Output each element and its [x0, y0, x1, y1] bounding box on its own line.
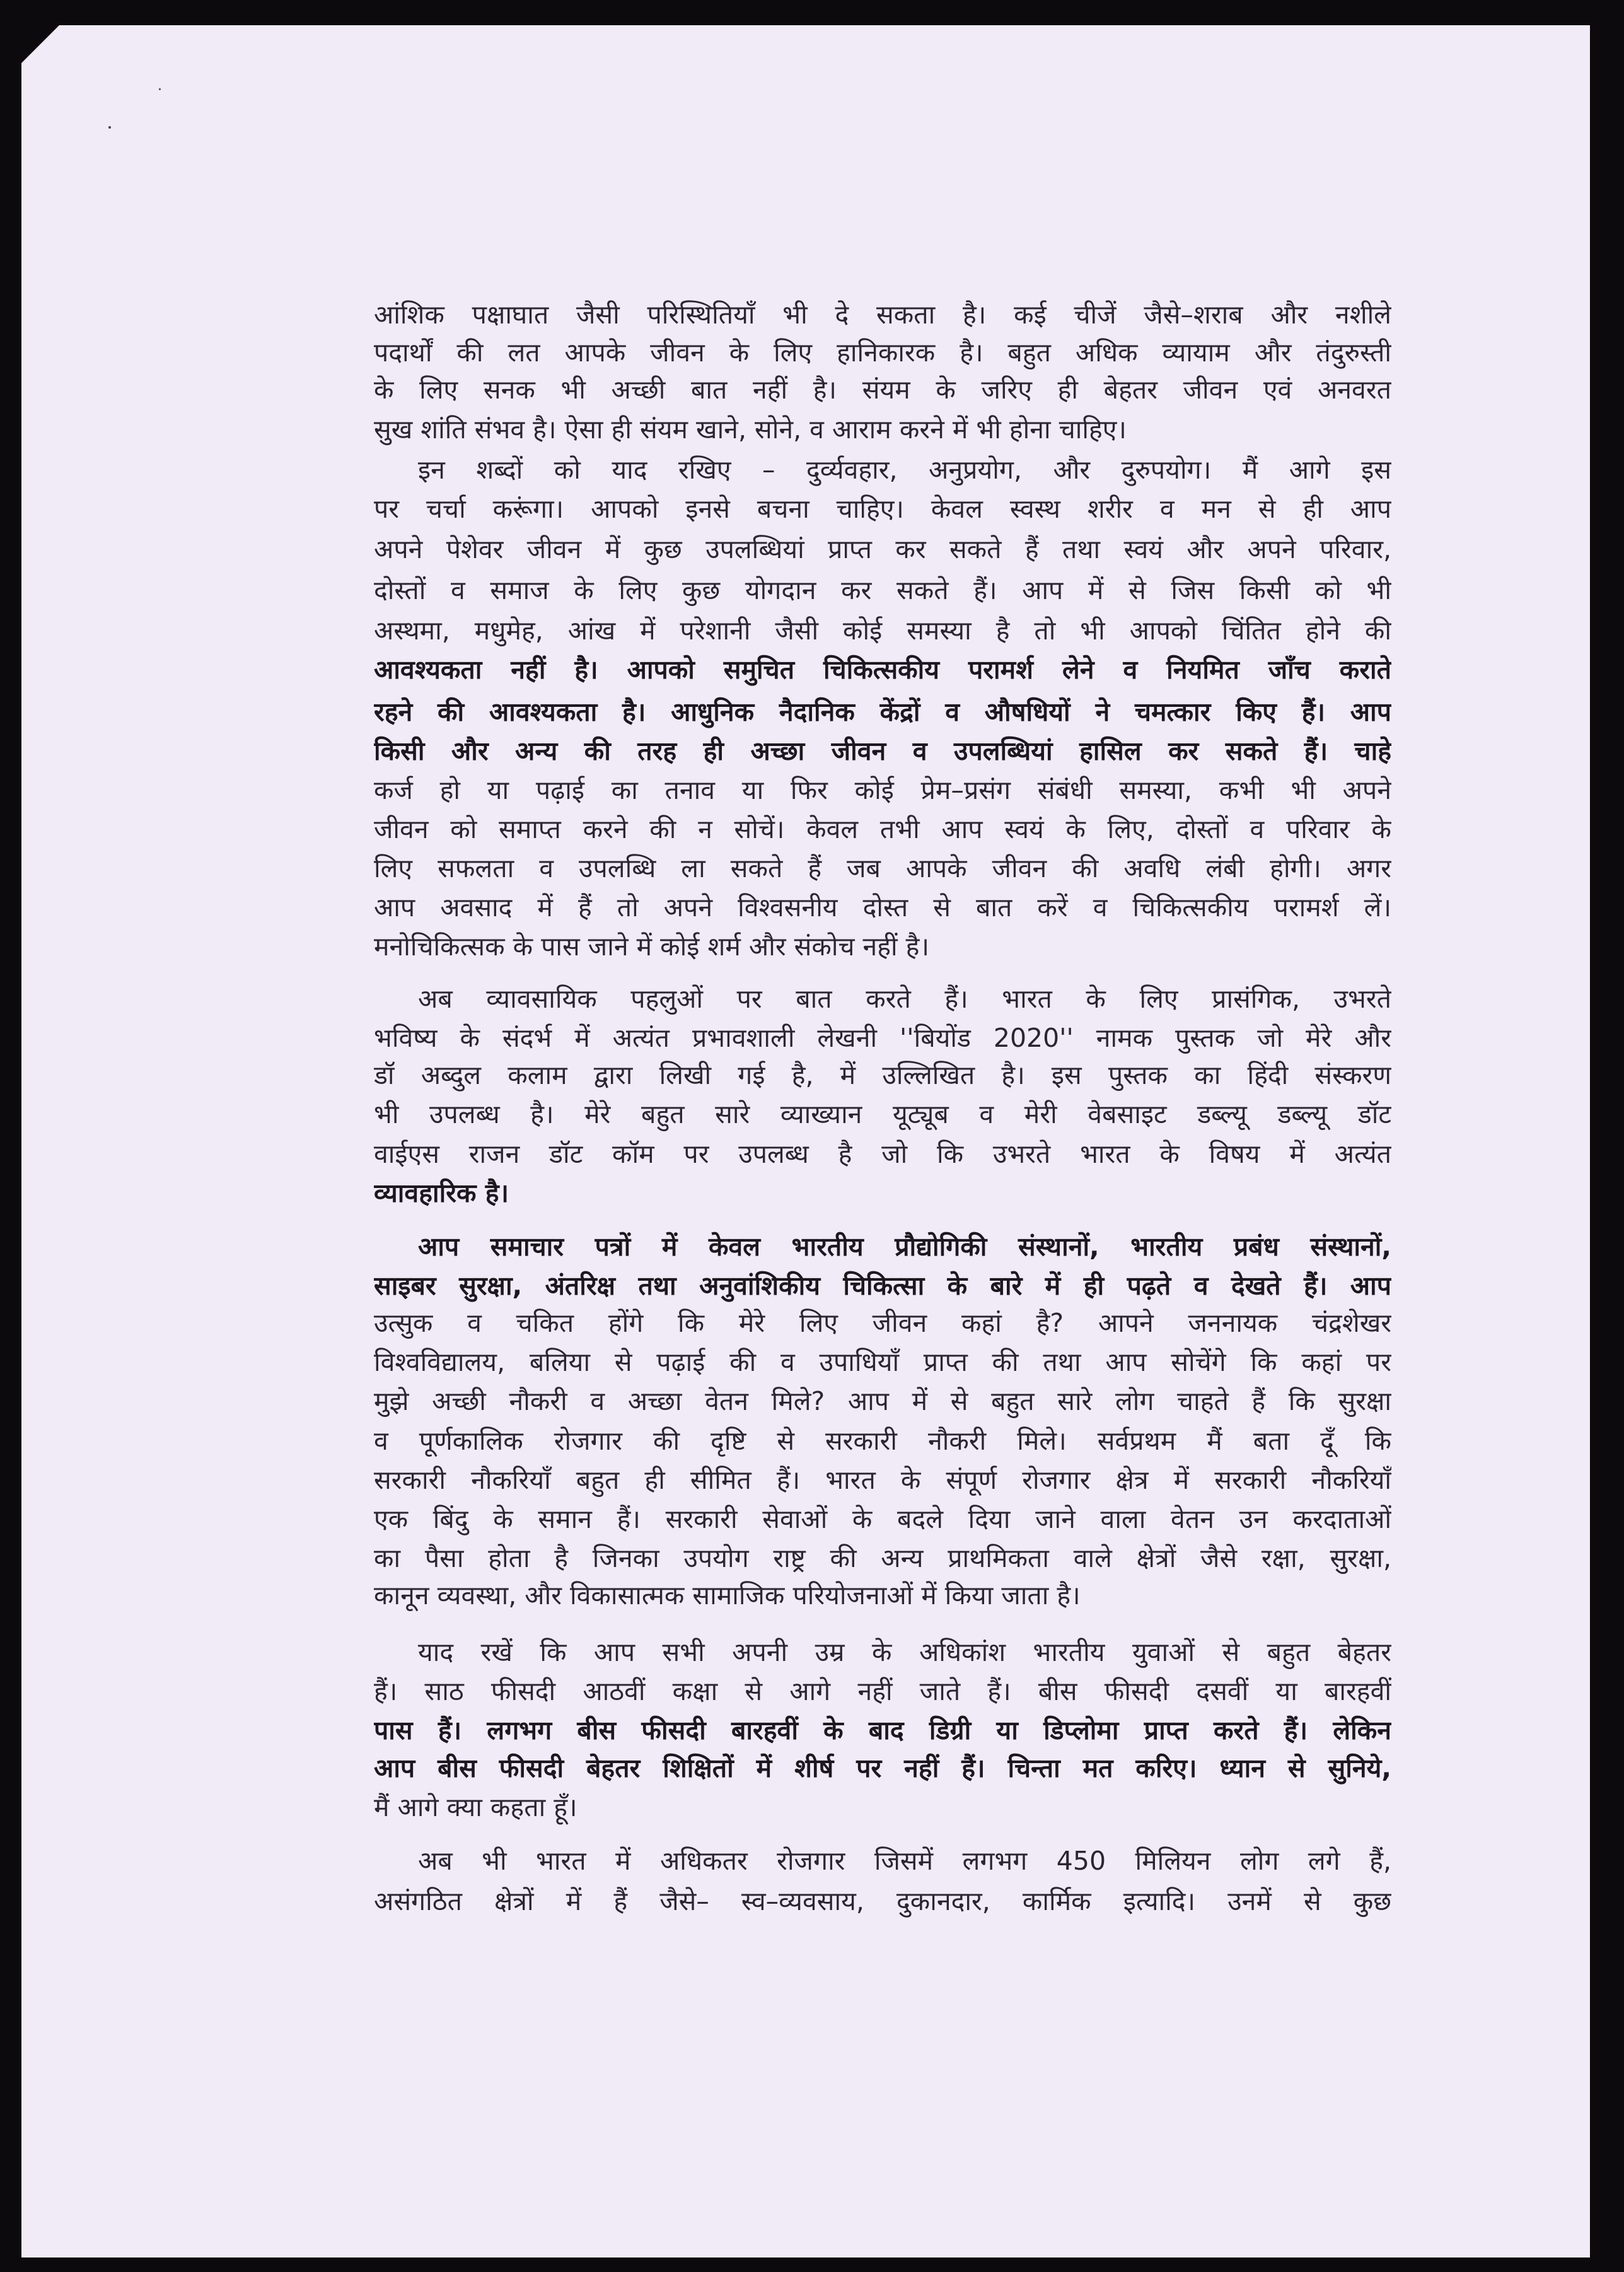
text-line: कर्ज हो या पढ़ाई का तनाव या फिर कोई प्रेम–प्रसंग संबंधी समस्या, कभी भी अपने	[374, 775, 1391, 805]
text-line: एक बिंदु के समान हैं। सरकारी सेवाओं के बदले दिया जाने वाला वेतन उन करदाताओं	[374, 1504, 1391, 1534]
text-line: मैं आगे क्या कहता हूँ।	[374, 1792, 577, 1822]
text-line: व पूर्णकालिक रोजगार की दृष्टि से सरकारी नौकरी मिले। सर्वप्रथम मैं बता दूँ कि	[374, 1426, 1391, 1456]
text-line: आवश्यकता नहीं है। आपको समुचित चिकित्सकीय परामर्श लेने व नियमित जाँच कराते	[374, 655, 1391, 685]
text-line: विश्वविद्यालय, बलिया से पढ़ाई की व उपाधियाँ प्राप्त की तथा आप सोचेंगे कि कहां पर	[374, 1347, 1391, 1377]
scan-speck	[159, 88, 161, 90]
text-line: हैं। साठ फीसदी आठवीं कक्षा से आगे नहीं जाते हैं। बीस फीसदी दसवीं या बारहवीं	[374, 1676, 1391, 1706]
text-line: डॉ अब्दुल कलाम द्वारा लिखी गई है, में उल्लिखित है। इस पुस्तक का हिंदी संस्करण	[374, 1060, 1391, 1090]
text-line: लिए सफलता व उपलब्धि ला सकते हैं जब आपके जीवन की अवधि लंबी होगी। अगर	[374, 853, 1391, 883]
text-line: आप समाचार पत्रों में केवल भारतीय प्रौद्योगिकी संस्थानों, भारतीय प्रबंध संस्थानों,	[418, 1232, 1391, 1262]
text-line: किसी और अन्य की तरह ही अच्छा जीवन व उपलब्धियां हासिल कर सकते हैं। चाहे	[374, 736, 1391, 766]
text-line: असंगठित क्षेत्रों में हैं जैसे– स्व–व्यवसाय, दुकानदार, कार्मिक इत्यादि। उनमें से कुछ	[374, 1886, 1391, 1916]
text-line: पदार्थों की लत आपके जीवन के लिए हानिकारक है। बहुत अधिक व्यायाम और तंदुरुस्ती	[374, 337, 1391, 368]
text-line: कानून व्यवस्था, और विकासात्मक सामाजिक परियोजनाओं में किया जाता है।	[374, 1580, 1081, 1611]
text-line: सरकारी नौकरियाँ बहुत ही सीमित हैं। भारत के संपूर्ण रोजगार क्षेत्र में सरकारी नौकरियाँ	[374, 1465, 1391, 1495]
text-line: उत्सुक व चकित होंगे कि मेरे लिए जीवन कहां है? आपने जननायक चंद्रशेखर	[374, 1308, 1391, 1338]
text-line: आंशिक पक्षाघात जैसी परिस्थितियाँ भी दे सकता है। कई चीजें जैसे–शराब और नशीले	[374, 300, 1391, 330]
scan-speck	[108, 126, 111, 129]
text-line: सुख शांति संभव है। ऐसा ही संयम खाने, सोने, व आराम करने में भी होना चाहिए।	[374, 414, 1127, 445]
text-line: के लिए सनक भी अच्छी बात नहीं है। संयम के जरिए ही बेहतर जीवन एवं अनवरत	[374, 375, 1391, 405]
text-line: मनोचिकित्सक के पास जाने में कोई शर्म और संकोच नहीं है।	[374, 931, 929, 962]
text-line: अस्थमा, मधुमेह, आंख में परेशानी जैसी कोई समस्या है तो भी आपको चिंतित होने की	[374, 615, 1391, 646]
text-line: इन शब्दों को याद रखिए – दुर्व्यवहार, अनुप्रयोग, और दुरुपयोग। मैं आगे इस	[418, 455, 1391, 485]
text-line: आप बीस फीसदी बेहतर शिक्षितों में शीर्ष पर नहीं हैं। चिन्ता मत करिए। ध्यान से सुनिये,	[374, 1753, 1391, 1783]
text-line: आप अवसाद में हैं तो अपने विश्वसनीय दोस्त से बात करें व चिकित्सकीय परामर्श लें।	[374, 892, 1391, 923]
folded-corner	[21, 25, 59, 63]
text-line: भी उपलब्ध है। मेरे बहुत सारे व्याख्यान यूट्यूब व मेरी वेबसाइट डब्ल्यू डब्ल्यू डॉट	[374, 1099, 1391, 1129]
text-line: भविष्य के संदर्भ में अत्यंत प्रभावशाली लेखनी ''बियोंड 2020'' नामक पुस्तक जो मेरे और	[374, 1023, 1391, 1053]
text-line: दोस्तों व समाज के लिए कुछ योगदान कर सकते हैं। आप में से जिस किसी को भी	[374, 575, 1391, 605]
text-line: व्यावहारिक है।	[374, 1178, 509, 1208]
text-line: साइबर सुरक्षा, अंतरिक्ष तथा अनुवांशिकीय चिकित्सा के बारे में ही पढ़ते व देखते हैं। आप	[374, 1271, 1391, 1301]
text-line: अपने पेशेवर जीवन में कुछ उपलब्धियां प्राप्त कर सकते हैं तथा स्वयं और अपने परिवार,	[374, 534, 1391, 564]
text-line: अब भी भारत में अधिकतर रोजगार जिसमें लगभग 450 मिलियन लोग लगे हैं,	[418, 1846, 1391, 1876]
text-line: याद रखें कि आप सभी अपनी उम्र के अधिकांश भारतीय युवाओं से बहुत बेहतर	[418, 1637, 1391, 1667]
text-line: वाईएस राजन डॉट कॉम पर उपलब्ध है जो कि उभरते भारत के विषय में अत्यंत	[374, 1139, 1391, 1169]
text-line: पर चर्चा करूंगा। आपको इनसे बचना चाहिए। केवल स्वस्थ शरीर व मन से ही आप	[374, 494, 1391, 524]
text-line: रहने की आवश्यकता है। आधुनिक नैदानिक केंद्रों व औषधियों ने चमत्कार किए हैं। आप	[374, 697, 1391, 727]
text-line: अब व्यावसायिक पहलुओं पर बात करते हैं। भारत के लिए प्रासंगिक, उभरते	[418, 984, 1391, 1014]
text-line: मुझे अच्छी नौकरी व अच्छा वेतन मिले? आप में से बहुत सारे लोग चाहते हैं कि सुरक्षा	[374, 1386, 1391, 1416]
text-line: जीवन को समाप्त करने की न सोचें। केवल तभी आप स्वयं के लिए, दोस्तों व परिवार के	[374, 814, 1391, 844]
text-line: का पैसा होता है जिनका उपयोग राष्ट्र की अन्य प्राथमिकता वाले क्षेत्रों जैसे रक्षा, सुरक्षा,	[374, 1543, 1391, 1573]
text-line: पास हैं। लगभग बीस फीसदी बारहवीं के बाद डिग्री या डिप्लोमा प्राप्त करते हैं। लेकिन	[374, 1715, 1391, 1745]
